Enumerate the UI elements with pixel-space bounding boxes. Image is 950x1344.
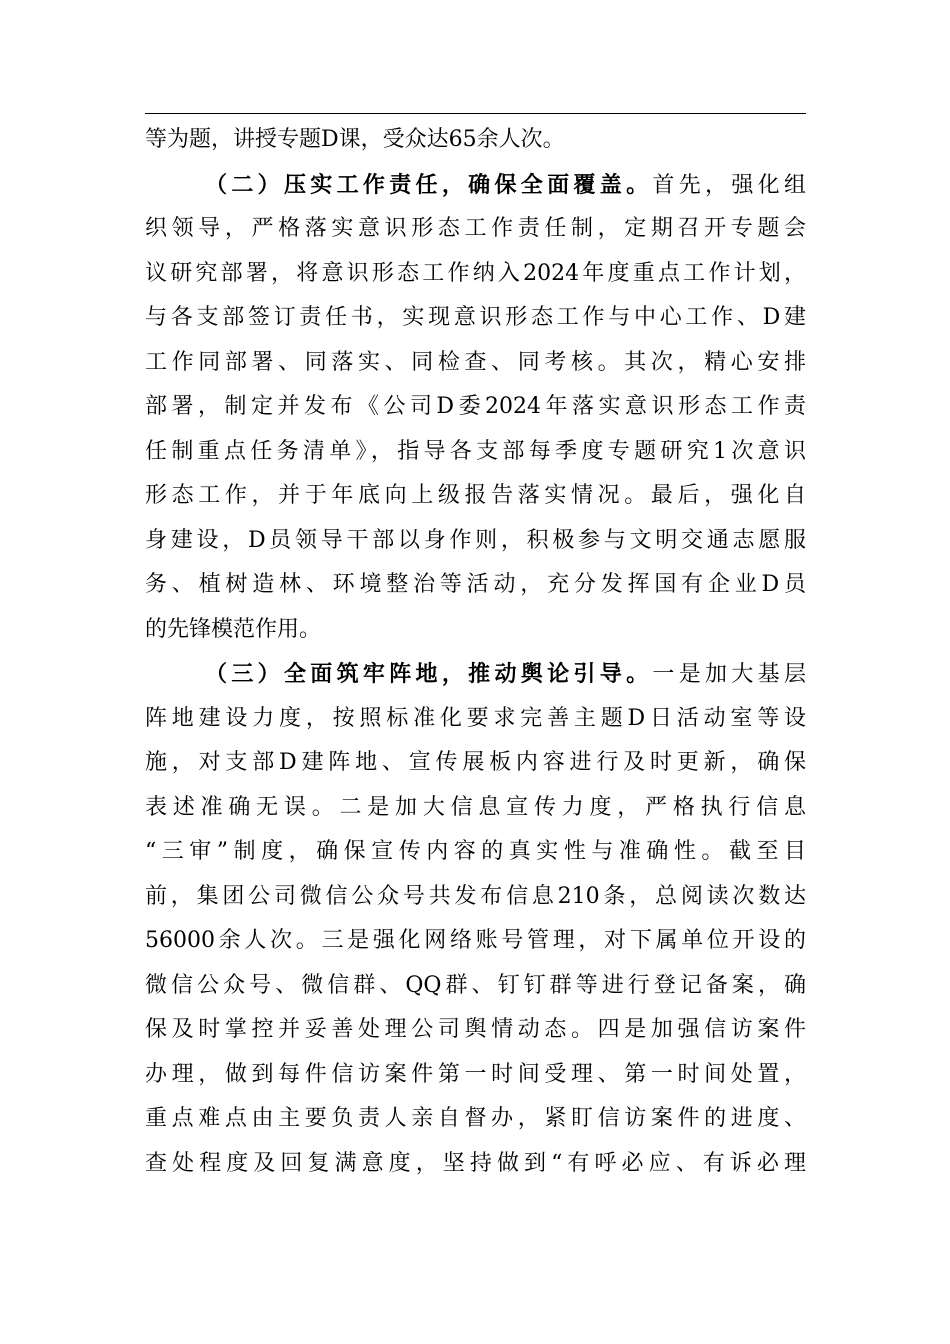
section2-line: 形态工作，并于年底向上级报告落实情况。最后，强化自	[145, 483, 806, 508]
section3-line: 办理，做到每件信访案件第一时间受理、第一时间处置，	[145, 1061, 806, 1087]
section2-line: 任制重点任务清单》，指导各支部每季度专题研究1次意识	[145, 438, 806, 464]
section2-line: 织领导，严格落实意识形态工作责任制，定期召开专题会	[145, 216, 806, 241]
section3-first-line-rest: 一是加大基层	[652, 662, 806, 687]
section2-line: 部署，制定并发布《公司D委2024年落实意识形态工作责	[145, 394, 806, 419]
section3-line: 微信公众号、微信群、QQ群、钉钉群等进行登记备案，确	[145, 972, 806, 998]
section2-line: 议研究部署，将意识形态工作纳入2024年度重点工作计划，	[145, 260, 806, 286]
section3-line: 施，对支部D建阵地、宣传展板内容进行及时更新，确保	[145, 750, 806, 775]
section3-heading: （三）全面筑牢阵地，推动舆论引导。	[205, 661, 653, 687]
section3-line: 表述准确无误。二是加大信息宣传力度，严格执行信息	[145, 794, 806, 820]
section3-line: 前，集团公司微信公众号共发布信息210条，总阅读次数达	[145, 883, 806, 909]
section2-line: 务、植树造林、环境整治等活动，充分发挥国有企业D员	[145, 572, 806, 597]
section3-line: 阵地建设力度，按照标准化要求完善主题D日活动室等设	[145, 705, 806, 731]
section3-first-line	[145, 652, 806, 697]
section2-line: 工作同部署、同落实、同检查、同考核。其次，精心安排	[145, 349, 806, 375]
section3-line: 查处程度及回复满意度，坚持做到“有呼必应、有诉必理	[145, 1150, 806, 1176]
section3-line: 保及时掌控并妥善处理公司舆情动态。四是加强信访案件	[145, 1017, 806, 1042]
section2-line: 身建设，D员领导干部以身作则，积极参与文明交通志愿服	[145, 527, 806, 553]
section2-first-line-rest: 首先，强化组	[652, 172, 806, 198]
document-body	[145, 118, 806, 1186]
section3-line: 56000余人次。三是强化网络账号管理，对下属单位开设的	[145, 928, 806, 953]
section2-line: 与各支部签订责任书，实现意识形态工作与中心工作、D建	[145, 305, 806, 330]
section2-first-line	[145, 163, 806, 208]
section3-line: “三审”制度，确保宣传内容的真实性与准确性。截至目	[145, 839, 806, 864]
section3-line: 重点难点由主要负责人亲自督办，紧盯信访案件的进度、	[145, 1106, 806, 1131]
intro-line-1: 等为题，讲授专题D课，受众达65余人次。	[145, 127, 565, 152]
section2-heading: （二）压实工作责任，确保全面覆盖。	[205, 171, 653, 198]
top-rule	[145, 113, 806, 114]
section2-line: 的先锋模范作用。	[145, 616, 322, 642]
